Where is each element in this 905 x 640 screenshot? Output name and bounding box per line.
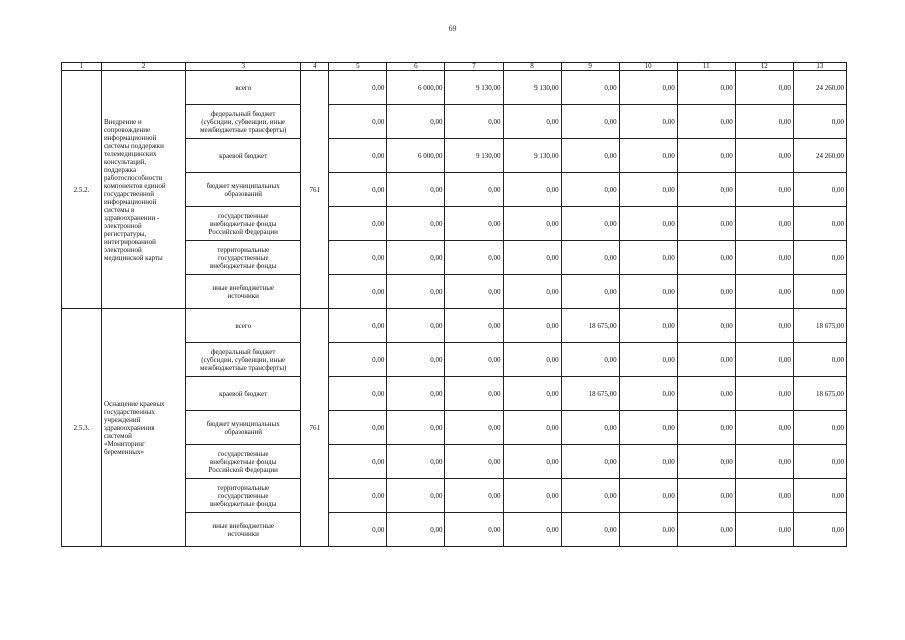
amount-cell: 0,00 bbox=[561, 105, 619, 139]
funding-source bbox=[186, 275, 301, 309]
funding-source-line: федеральный бюджет bbox=[210, 347, 276, 356]
amount-cell: 0,00 bbox=[329, 139, 387, 173]
funding-source-line: иные внебюджетные bbox=[212, 283, 275, 292]
amount-cell: 0,00 bbox=[387, 479, 445, 513]
amount-cell: 0,00 bbox=[445, 377, 503, 411]
amount-cell: 0,00 bbox=[619, 139, 677, 173]
section-name-line: системой bbox=[104, 431, 132, 440]
amount-cell: 0,00 bbox=[561, 275, 619, 309]
section-code: 2.5.3. bbox=[62, 309, 102, 547]
amount-cell: 0,00 bbox=[561, 241, 619, 275]
funding-source-line: всего bbox=[235, 321, 252, 330]
section-code: 2.5.2. bbox=[62, 71, 102, 309]
amount-cell: 0,00 bbox=[503, 343, 561, 377]
grbs-code: 761 bbox=[301, 71, 329, 309]
amount-cell: 9 130,00 bbox=[445, 139, 503, 173]
table-row bbox=[62, 309, 847, 343]
amount-cell: 0,00 bbox=[387, 275, 445, 309]
amount-cell: 0,00 bbox=[735, 275, 793, 309]
table-row bbox=[62, 71, 847, 105]
amount-cell: 0,00 bbox=[735, 445, 793, 479]
amount-cell: 0,00 bbox=[445, 445, 503, 479]
amount-cell: 0,00 bbox=[445, 479, 503, 513]
amount-cell: 0,00 bbox=[387, 207, 445, 241]
amount-cell: 0,00 bbox=[561, 139, 619, 173]
amount-cell: 0,00 bbox=[503, 411, 561, 445]
amount-cell: 0,00 bbox=[503, 445, 561, 479]
amount-cell: 0,00 bbox=[793, 343, 846, 377]
amount-cell: 0,00 bbox=[735, 343, 793, 377]
amount-cell: 0,00 bbox=[677, 173, 735, 207]
amount-cell: 0,00 bbox=[793, 173, 846, 207]
amount-cell: 0,00 bbox=[445, 513, 503, 547]
section-name-line: государственной bbox=[104, 189, 154, 198]
amount-cell: 0,00 bbox=[329, 207, 387, 241]
amount-cell: 0,00 bbox=[561, 445, 619, 479]
funding-source-line: краевой бюджет bbox=[219, 151, 268, 160]
amount-cell: 0,00 bbox=[503, 479, 561, 513]
funding-source bbox=[186, 105, 301, 139]
amount-cell: 0,00 bbox=[619, 105, 677, 139]
column-header: 13 bbox=[793, 63, 846, 71]
funding-source-line: Российской Федерации bbox=[208, 465, 278, 474]
amount-cell: 0,00 bbox=[735, 71, 793, 105]
funding-source bbox=[186, 411, 301, 445]
amount-cell: 18 675,00 bbox=[793, 377, 846, 411]
amount-cell: 0,00 bbox=[619, 275, 677, 309]
section-name-line: телемедицинских bbox=[104, 149, 157, 158]
amount-cell: 0,00 bbox=[735, 105, 793, 139]
section-name-line: регистратуры, bbox=[104, 229, 147, 238]
funding-source-line: государственные bbox=[217, 211, 269, 220]
amount-cell: 0,00 bbox=[445, 309, 503, 343]
amount-cell: 0,00 bbox=[329, 275, 387, 309]
amount-cell: 0,00 bbox=[445, 173, 503, 207]
amount-cell: 0,00 bbox=[619, 445, 677, 479]
amount-cell: 0,00 bbox=[503, 105, 561, 139]
funding-source-line: внебюджетные фонды bbox=[210, 457, 277, 466]
amount-cell: 0,00 bbox=[561, 71, 619, 105]
amount-cell: 18 675,00 bbox=[561, 309, 619, 343]
amount-cell: 0,00 bbox=[561, 343, 619, 377]
amount-cell: 0,00 bbox=[619, 343, 677, 377]
amount-cell: 6 000,00 bbox=[387, 139, 445, 173]
column-header: 7 bbox=[445, 63, 503, 71]
funding-source-line: государственные bbox=[217, 491, 269, 500]
amount-cell: 0,00 bbox=[387, 411, 445, 445]
amount-cell: 0,00 bbox=[735, 173, 793, 207]
funding-source bbox=[186, 479, 301, 513]
budget-table bbox=[61, 62, 847, 547]
section-name-line: электронной bbox=[104, 221, 142, 230]
amount-cell: 0,00 bbox=[445, 275, 503, 309]
amount-cell: 0,00 bbox=[387, 241, 445, 275]
amount-cell: 0,00 bbox=[735, 411, 793, 445]
column-header: 2 bbox=[102, 63, 186, 71]
funding-source bbox=[186, 139, 301, 173]
amount-cell: 0,00 bbox=[793, 207, 846, 241]
amount-cell: 0,00 bbox=[561, 173, 619, 207]
amount-cell: 0,00 bbox=[677, 139, 735, 173]
funding-source-line: бюджет муниципальных bbox=[206, 181, 280, 190]
amount-cell: 0,00 bbox=[619, 173, 677, 207]
amount-cell: 0,00 bbox=[735, 139, 793, 173]
section-name-line: государственных bbox=[104, 407, 155, 416]
amount-cell: 0,00 bbox=[619, 513, 677, 547]
amount-cell: 0,00 bbox=[503, 513, 561, 547]
funding-source-line: внебюджетные фонды bbox=[210, 261, 277, 270]
section-name-line: поддержка bbox=[104, 165, 137, 174]
funding-source bbox=[186, 377, 301, 411]
funding-source-line: источники bbox=[227, 529, 259, 538]
section-name-line: Оснащение краевых bbox=[104, 399, 165, 408]
section-name-line: Внедрение и bbox=[104, 117, 142, 126]
section-name-line: информационной bbox=[104, 133, 157, 142]
amount-cell: 0,00 bbox=[619, 71, 677, 105]
amount-cell: 0,00 bbox=[329, 71, 387, 105]
amount-cell: 0,00 bbox=[677, 241, 735, 275]
section-name-line: системы поддержки bbox=[104, 141, 164, 150]
amount-cell: 0,00 bbox=[735, 479, 793, 513]
amount-cell: 0,00 bbox=[619, 377, 677, 411]
amount-cell: 0,00 bbox=[503, 241, 561, 275]
amount-cell: 0,00 bbox=[793, 445, 846, 479]
funding-source bbox=[186, 445, 301, 479]
section-name-line: информационной bbox=[104, 197, 157, 206]
amount-cell: 0,00 bbox=[329, 513, 387, 547]
amount-cell: 0,00 bbox=[735, 513, 793, 547]
amount-cell: 6 000,00 bbox=[387, 71, 445, 105]
amount-cell: 0,00 bbox=[561, 479, 619, 513]
section-name-line: беременных» bbox=[104, 447, 144, 456]
section-name-line: системы в bbox=[104, 205, 135, 214]
funding-source-line: образований bbox=[224, 189, 262, 198]
amount-cell: 0,00 bbox=[329, 479, 387, 513]
section-name-line: компонентов единой bbox=[104, 181, 166, 190]
page-number: 69 bbox=[448, 24, 457, 33]
funding-source bbox=[186, 513, 301, 547]
amount-cell: 24 260,00 bbox=[793, 139, 846, 173]
amount-cell: 0,00 bbox=[329, 241, 387, 275]
amount-cell: 0,00 bbox=[793, 241, 846, 275]
funding-source-line: государственные bbox=[217, 449, 269, 458]
amount-cell: 0,00 bbox=[677, 343, 735, 377]
funding-source-line: (субсидии, субвенции, иные bbox=[201, 117, 286, 126]
column-header: 4 bbox=[301, 63, 329, 71]
amount-cell: 9 130,00 bbox=[445, 71, 503, 105]
amount-cell: 0,00 bbox=[619, 411, 677, 445]
funding-source-line: государственные bbox=[217, 253, 269, 262]
amount-cell: 0,00 bbox=[677, 377, 735, 411]
amount-cell: 0,00 bbox=[503, 173, 561, 207]
header-row bbox=[62, 63, 847, 71]
amount-cell: 0,00 bbox=[329, 377, 387, 411]
amount-cell: 0,00 bbox=[503, 377, 561, 411]
amount-cell: 0,00 bbox=[561, 513, 619, 547]
amount-cell: 0,00 bbox=[793, 105, 846, 139]
amount-cell: 0,00 bbox=[735, 241, 793, 275]
funding-source bbox=[186, 207, 301, 241]
amount-cell: 0,00 bbox=[561, 411, 619, 445]
section-name-line: консультаций, bbox=[104, 157, 147, 166]
column-header: 12 bbox=[735, 63, 793, 71]
funding-source-line: территориальные bbox=[217, 245, 270, 254]
amount-cell: 0,00 bbox=[677, 71, 735, 105]
funding-source-line: иные внебюджетные bbox=[212, 521, 275, 530]
amount-cell: 0,00 bbox=[793, 513, 846, 547]
amount-cell: 0,00 bbox=[677, 513, 735, 547]
funding-source-line: федеральный бюджет bbox=[210, 109, 276, 118]
amount-cell: 0,00 bbox=[677, 309, 735, 343]
section-name-line: здравоохранения bbox=[104, 423, 155, 432]
amount-cell: 0,00 bbox=[735, 207, 793, 241]
column-header: 10 bbox=[619, 63, 677, 71]
section-name-line: учреждений bbox=[104, 415, 141, 424]
amount-cell: 0,00 bbox=[677, 207, 735, 241]
amount-cell: 0,00 bbox=[503, 309, 561, 343]
amount-cell: 0,00 bbox=[793, 411, 846, 445]
amount-cell: 0,00 bbox=[619, 309, 677, 343]
section-name-line: здравоохранении - bbox=[104, 213, 160, 222]
section-name-line: электронной bbox=[104, 245, 142, 254]
amount-cell: 0,00 bbox=[503, 207, 561, 241]
funding-source-line: (субсидии, субвенции, иные bbox=[201, 355, 286, 364]
funding-source-line: краевой бюджет bbox=[219, 389, 268, 398]
amount-cell: 0,00 bbox=[445, 207, 503, 241]
amount-cell: 24 260,00 bbox=[793, 71, 846, 105]
amount-cell: 18 675,00 bbox=[793, 309, 846, 343]
amount-cell: 0,00 bbox=[329, 343, 387, 377]
amount-cell: 0,00 bbox=[793, 479, 846, 513]
amount-cell: 0,00 bbox=[677, 275, 735, 309]
amount-cell: 0,00 bbox=[445, 411, 503, 445]
amount-cell: 0,00 bbox=[619, 479, 677, 513]
section-name-line: «Мониторинг bbox=[104, 439, 145, 448]
column-header: 3 bbox=[186, 63, 301, 71]
column-header: 6 bbox=[387, 63, 445, 71]
section-name-line: интегрированной bbox=[104, 237, 156, 246]
section-name bbox=[102, 71, 186, 309]
amount-cell: 0,00 bbox=[619, 241, 677, 275]
amount-cell: 0,00 bbox=[329, 445, 387, 479]
amount-cell: 0,00 bbox=[387, 173, 445, 207]
grbs-code: 761 bbox=[301, 309, 329, 547]
amount-cell: 0,00 bbox=[387, 309, 445, 343]
section-name-line: работоспособности bbox=[104, 173, 163, 182]
funding-source bbox=[186, 343, 301, 377]
column-header: 5 bbox=[329, 63, 387, 71]
amount-cell: 0,00 bbox=[793, 275, 846, 309]
amount-cell: 0,00 bbox=[387, 513, 445, 547]
funding-source-line: Российской Федерации bbox=[208, 227, 278, 236]
amount-cell: 0,00 bbox=[677, 445, 735, 479]
funding-source-line: межбюджетные трансферты) bbox=[200, 363, 287, 372]
amount-cell: 0,00 bbox=[329, 173, 387, 207]
amount-cell: 0,00 bbox=[561, 207, 619, 241]
amount-cell: 9 130,00 bbox=[503, 139, 561, 173]
amount-cell: 0,00 bbox=[619, 207, 677, 241]
funding-source-line: внебюджетные фонды bbox=[210, 499, 277, 508]
amount-cell: 0,00 bbox=[735, 377, 793, 411]
section-name-line: сопровождение bbox=[104, 125, 151, 134]
amount-cell: 0,00 bbox=[387, 445, 445, 479]
funding-source bbox=[186, 71, 301, 105]
amount-cell: 0,00 bbox=[445, 105, 503, 139]
column-header: 1 bbox=[62, 63, 102, 71]
amount-cell: 0,00 bbox=[387, 105, 445, 139]
funding-source-line: межбюджетные трансферты) bbox=[200, 125, 287, 134]
column-header: 11 bbox=[677, 63, 735, 71]
funding-source-line: образований bbox=[224, 427, 262, 436]
funding-source-line: территориальные bbox=[217, 483, 270, 492]
funding-source-line: внебюджетные фонды bbox=[210, 219, 277, 228]
amount-cell: 0,00 bbox=[735, 309, 793, 343]
amount-cell: 0,00 bbox=[329, 105, 387, 139]
amount-cell: 0,00 bbox=[677, 411, 735, 445]
amount-cell: 0,00 bbox=[445, 241, 503, 275]
amount-cell: 0,00 bbox=[677, 105, 735, 139]
amount-cell: 0,00 bbox=[503, 275, 561, 309]
amount-cell: 0,00 bbox=[445, 343, 503, 377]
column-header: 8 bbox=[503, 63, 561, 71]
amount-cell: 0,00 bbox=[677, 479, 735, 513]
funding-source-line: бюджет муниципальных bbox=[206, 419, 280, 428]
funding-source bbox=[186, 241, 301, 275]
funding-source-line: всего bbox=[235, 83, 252, 92]
section-name bbox=[102, 309, 186, 547]
amount-cell: 0,00 bbox=[387, 343, 445, 377]
amount-cell: 0,00 bbox=[387, 377, 445, 411]
funding-source bbox=[186, 309, 301, 343]
section-name-line: медицинской карты bbox=[104, 253, 163, 262]
amount-cell: 0,00 bbox=[329, 411, 387, 445]
amount-cell: 9 130,00 bbox=[503, 71, 561, 105]
amount-cell: 18 675,00 bbox=[561, 377, 619, 411]
column-header: 9 bbox=[561, 63, 619, 71]
funding-source-line: источники bbox=[227, 291, 259, 300]
funding-source bbox=[186, 173, 301, 207]
amount-cell: 0,00 bbox=[329, 309, 387, 343]
